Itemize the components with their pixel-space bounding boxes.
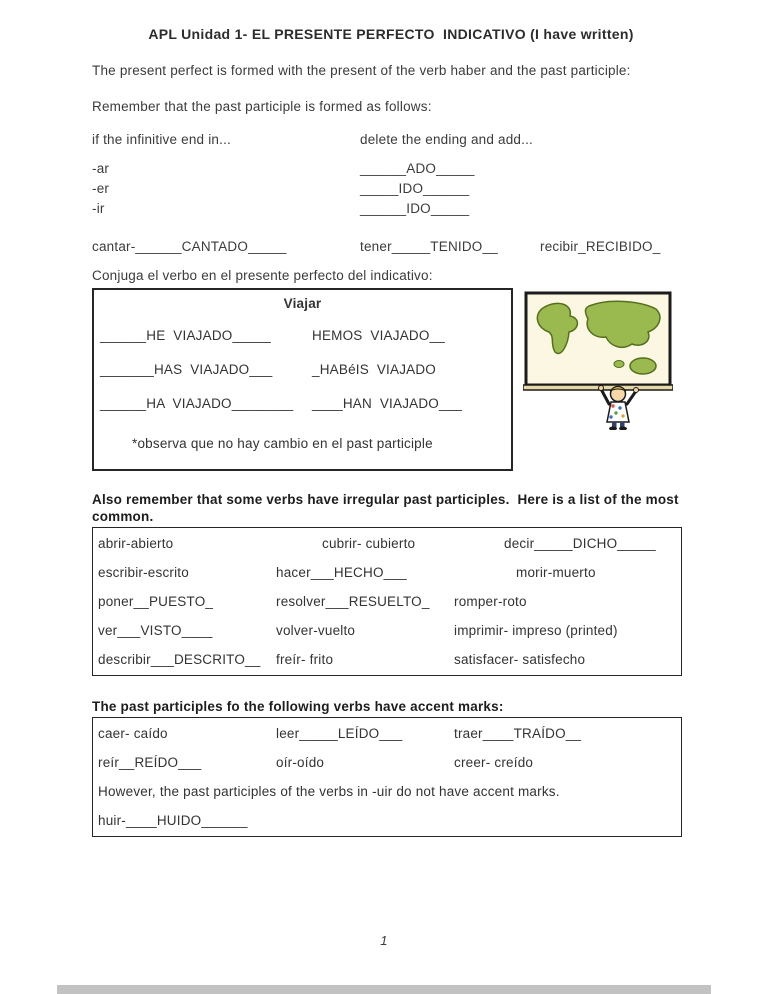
table-cell: abrir-abierto [98,535,174,551]
table-cell: creer- creído [454,754,534,770]
table-cell: traer____TRAÍDO__ [454,725,582,741]
endings-table [92,159,690,219]
conjugation-row [100,327,505,345]
conjugation-row [100,395,505,413]
accent-marks-heading: The past participles fo the following verbs have accent marks: [92,698,504,714]
page-bottom-edge [57,985,711,994]
table-cell: oír-oído [276,754,325,770]
table-cell: caer- caído [98,725,168,741]
remember-line: Remember that the past participle is formed as follows: [92,98,432,114]
ending-infinitive: -ir [92,200,105,216]
viajar-note: *observa que no hay cambio en el past participle [132,435,433,451]
conjugation-ellos: ____HAN VIAJADO___ [312,395,463,411]
endings-header-left: if the infinitive end in... [92,131,231,147]
table-cell: escribir-escrito [98,564,189,580]
table-cell: satisfacer- satisfecho [454,651,586,667]
conjugation-yo: ______HE VIAJADO_____ [100,327,272,343]
table-cell: imprimir- impreso (printed) [454,622,618,638]
table-cell: ver___VISTO____ [98,622,213,638]
table-cell: freír- frito [276,651,334,667]
conjugation-nosotros: HEMOS VIAJADO__ [312,327,445,343]
conjugation-vosotros: _HABéIS VIAJADO [312,361,436,377]
table-cell: decir_____DICHO_____ [504,535,656,551]
table-cell: leer_____LEÍDO___ [276,725,403,741]
example-recibir: recibir_RECIBIDO_ [540,238,661,254]
irregular-participles-heading: Also remember that some verbs have irregular past participles. Here is a list of the most common. [92,491,683,525]
conjugation-prompt: Conjuga el verbo en el presente perfecto del indicativo: [92,267,433,283]
example-tener: tener_____TENIDO__ [360,238,498,254]
table-cell: resolver___RESUELTO_ [276,593,430,609]
accent-participles-table [92,717,682,837]
endings-header-row [92,132,690,147]
table-cell: morir-muerto [516,564,596,580]
table-row [98,748,676,777]
irregular-participles-table [92,527,682,676]
illustration-container [523,290,673,433]
ending-suffix-blank: ______IDO_____ [360,200,470,216]
table-cell: poner__PUESTO_ [98,593,214,609]
table-row [98,616,676,645]
table-row [98,645,676,674]
endings-header-right: delete the ending and add... [360,131,533,147]
table-cell: hacer___HECHO___ [276,564,407,580]
table-cell: cubrir- cubierto [322,535,416,551]
table-row [98,587,676,616]
table-row [98,558,676,587]
table-row [98,719,676,748]
conjugation-row [100,361,505,379]
conjugation-el: ______HA VIAJADO________ [100,395,294,411]
huir-row: huir-____HUIDO______ [98,812,248,828]
accent-exception-note: However, the past participles of the verbs in -uir do not have accent marks. [98,783,560,799]
ending-infinitive: -ar [92,160,110,176]
page-title: APL Unidad 1- EL PRESENTE PERFECTO INDICATIVO (I have written) [148,26,634,42]
table-row [98,529,676,558]
ending-suffix-blank: ______ADO_____ [360,160,475,176]
table-cell: reír__REÍDO___ [98,754,202,770]
table-cell: describir___DESCRITO__ [98,651,261,667]
table-cell: romper-roto [454,593,527,609]
intro-paragraph: The present perfect is formed with the present of the verb haber and the past participle: [92,63,631,78]
example-cantar: cantar-______CANTADO_____ [92,238,287,254]
table-cell: volver-vuelto [276,622,356,638]
page-number: 1 [380,933,388,948]
ending-infinitive: -er [92,180,110,196]
ending-suffix-blank: _____IDO______ [360,180,470,196]
viajar-section [92,288,690,471]
conjugation-tu: _______HAS VIAJADO___ [100,361,273,377]
verb-title: Viajar [283,295,322,311]
viajar-conjugation-box [92,288,513,471]
world-map-with-pointing-figure-illustration [523,290,673,430]
examples-row [92,237,690,257]
